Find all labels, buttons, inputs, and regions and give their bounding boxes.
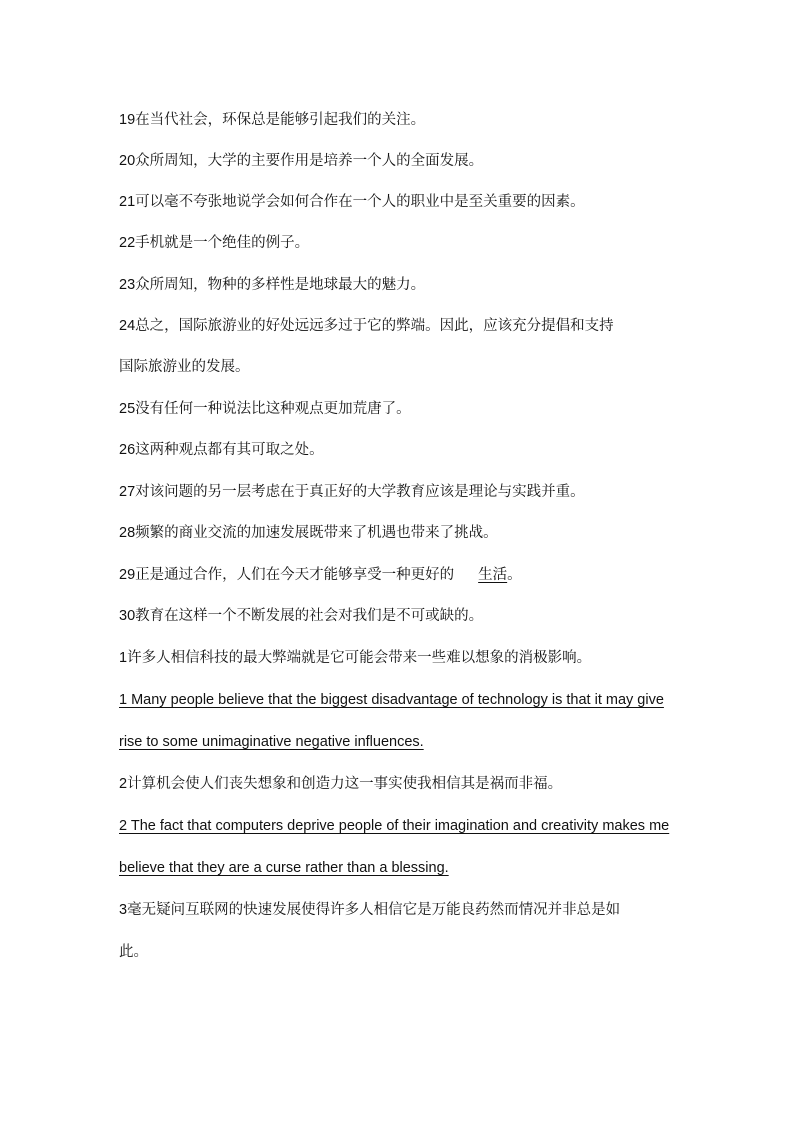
- sentence-text: 正是通过合作，人们在今天才能够享受一种更好的: [135, 567, 455, 583]
- item-2-translation-line-2: believe that they are a curse rather than a blessing.: [119, 860, 449, 876]
- item-2-translation-line-1: 2 The fact that computers deprive people of their imagination and creativity makes me: [119, 818, 670, 834]
- sentence-text: 手机就是一个绝佳的例子。: [135, 235, 310, 251]
- underlined-word: 生活: [478, 567, 508, 583]
- item-number: 1: [119, 650, 128, 666]
- sentence-number: 22: [119, 235, 136, 251]
- sentence-text: 可以毫不夸张地说学会如何合作在一个人的职业中是至关重要的因素。: [135, 194, 585, 210]
- sentence-text: 在当代社会，环保总是能够引起我们的关注。: [135, 112, 426, 128]
- item-3-chinese-continued: 此。: [119, 944, 148, 960]
- sentence-28: [119, 523, 498, 543]
- item-3-chinese: [119, 900, 620, 920]
- item-number: 2: [119, 776, 128, 792]
- sentence-20: [119, 151, 483, 171]
- sentence-text: 总之，国际旅游业的好处远远多过于它的弊端。因此，应该充分提倡和支持: [135, 318, 614, 334]
- sentence-text: 没有任何一种说法比这种观点更加荒唐了。: [135, 401, 411, 417]
- item-number: 3: [119, 902, 128, 918]
- sentence-number: 30: [119, 608, 136, 624]
- sentence-number: 29: [119, 567, 136, 583]
- sentence-number: 24: [119, 318, 136, 334]
- sentence-25: [119, 399, 411, 419]
- sentence-number: 19: [119, 112, 136, 128]
- sentence-number: 26: [119, 442, 136, 458]
- sentence-29: [119, 565, 522, 585]
- sentence-24-continued: [119, 357, 250, 377]
- sentence-26: [119, 440, 324, 460]
- sentence-27: [119, 482, 585, 502]
- sentence-text: 频繁的商业交流的加速发展既带来了机遇也带来了挑战。: [135, 525, 498, 541]
- sentence-text: 教育在这样一个不断发展的社会对我们是不可或缺的。: [135, 608, 484, 624]
- item-1-chinese: [119, 648, 591, 668]
- sentence-24: [119, 316, 614, 336]
- sentence-number: 23: [119, 277, 136, 293]
- sentence-number: 28: [119, 525, 136, 541]
- sentence-30: [119, 606, 483, 626]
- item-2-chinese: [119, 774, 562, 794]
- sentence-22: [119, 233, 309, 253]
- item-1-translation-line-1: 1 Many people believe that the biggest disadvantage of technology is that it may give: [119, 692, 664, 708]
- sentence-text: 众所周知，大学的主要作用是培养一个人的全面发展。: [135, 153, 484, 169]
- sentence-number: 27: [119, 484, 136, 500]
- item-1-translation-line-2: rise to some unimaginative negative influences.: [119, 734, 424, 750]
- sentence-21: [119, 192, 585, 212]
- item-text: 计算机会使人们丧失想象和创造力这一事实使我相信其是祸而非福。: [127, 776, 563, 792]
- sentence-end: 。: [507, 567, 522, 583]
- sentence-19: [119, 110, 425, 130]
- sentence-number: 21: [119, 194, 136, 210]
- sentence-text: 对该问题的另一层考虑在于真正好的大学教育应该是理论与实践并重。: [135, 484, 585, 500]
- sentence-number: 25: [119, 401, 136, 417]
- item-text: 许多人相信科技的最大弊端就是它可能会带来一些难以想象的消极影响。: [127, 650, 592, 666]
- sentence-text: 国际旅游业的发展。: [119, 359, 250, 375]
- sentence-number: 20: [119, 153, 136, 169]
- sentence-23: [119, 275, 425, 295]
- sentence-text: 众所周知，物种的多样性是地球最大的魅力。: [135, 277, 426, 293]
- item-text: 毫无疑问互联网的快速发展使得许多人相信它是万能良药然而情况并非总是如: [127, 902, 621, 918]
- sentence-text: 这两种观点都有其可取之处。: [135, 442, 324, 458]
